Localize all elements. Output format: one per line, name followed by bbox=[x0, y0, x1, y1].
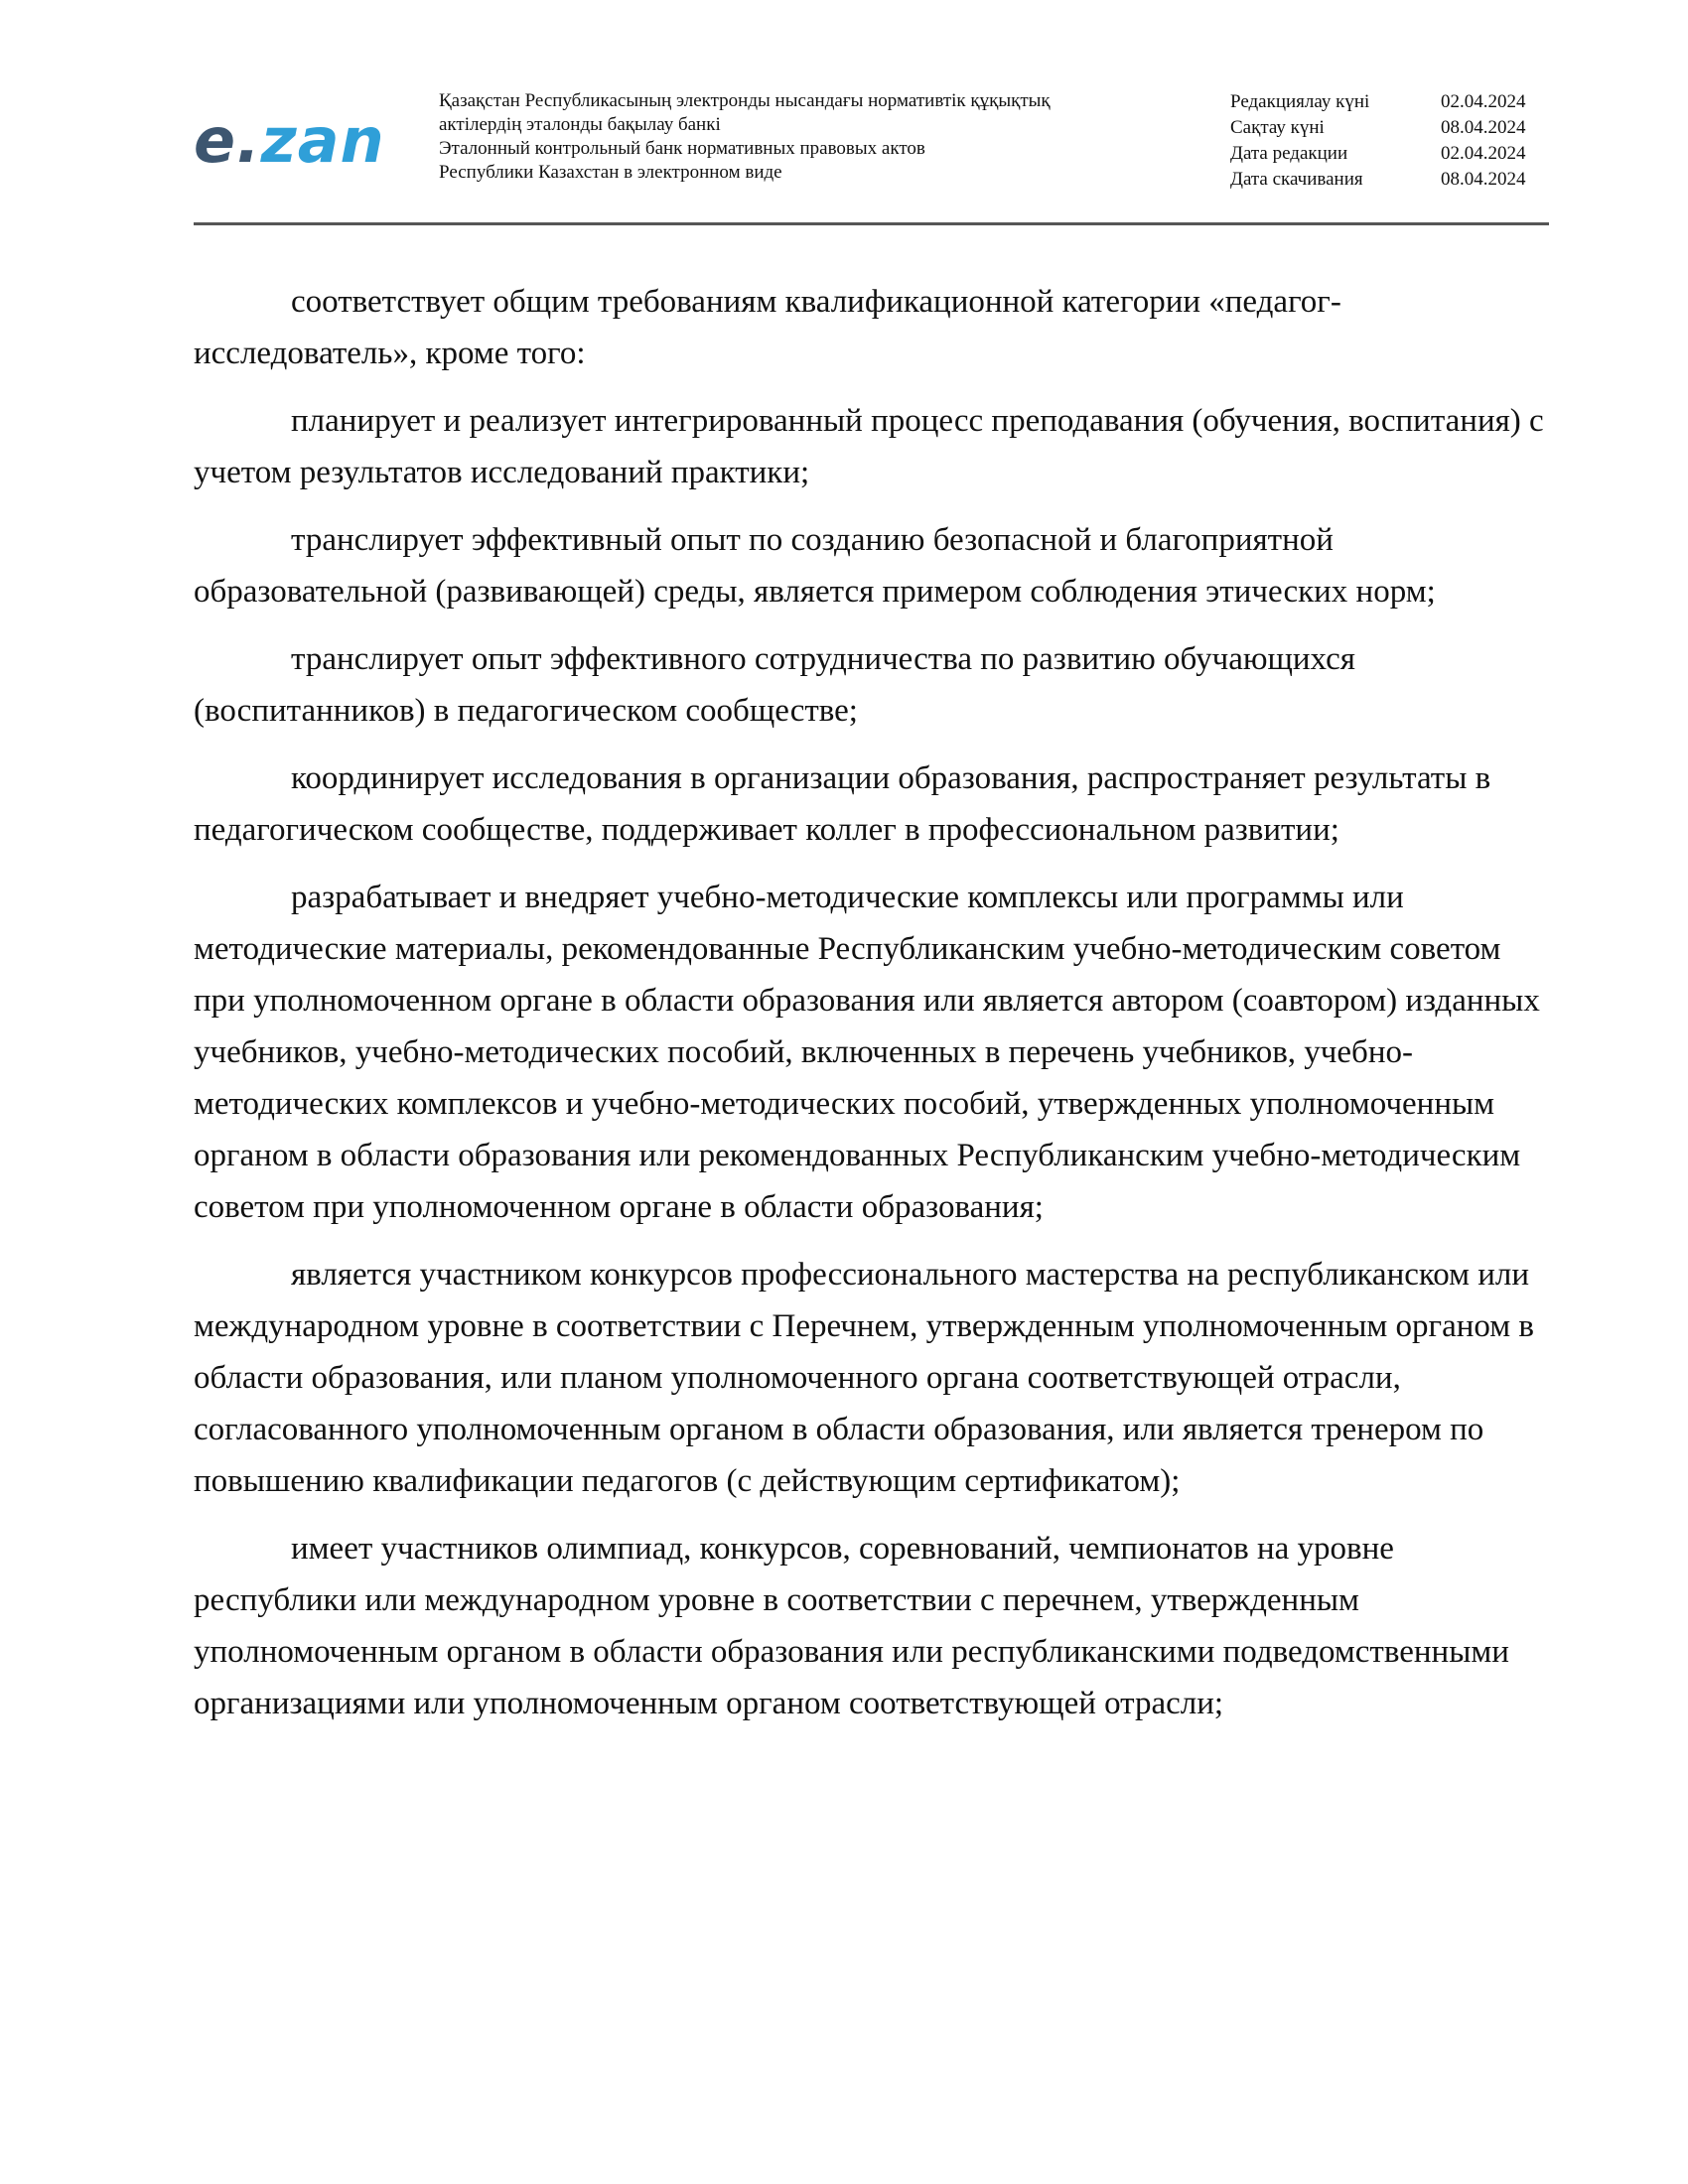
meta-row-download-date-ru bbox=[1230, 167, 1549, 193]
paragraph: соответствует общим требованиям квалификационной категории «педагог-исследователь», кроме того: bbox=[194, 284, 1341, 371]
logo-part-dot: . bbox=[236, 104, 261, 177]
meta-label: Дата редакции bbox=[1230, 143, 1348, 164]
header-meta-table bbox=[1230, 89, 1549, 193]
paragraph: разрабатывает и внедряет учебно-методические комплексы или программы или методические материалы, рекомендованные Республиканским учебно-методическим советом при уполномоченном органе в области образования или является автором (соавтором) изданных учебников, учебно-методических пособий, включенных в перечень учебников, учебно-методических комплексов и учебно-методических пособий, утвержденных уполномоченным органом в области образования или рекомендованных Республиканским учебно-методическим советом при уполномоченном органе в области образования; bbox=[194, 880, 1540, 1225]
meta-row-save-date-kz bbox=[1230, 115, 1549, 141]
logo-part-zan: zan bbox=[260, 104, 385, 177]
paragraph: имеет участников олимпиад, конкурсов, соревнований, чемпионатов на уровне республики или международном уровне в соответствии с перечнем, утвержденным уполномоченным органом в области образования или республиканскими подведомственными организациями или уполномоченным органом соответствующей отрасли; bbox=[194, 1531, 1509, 1721]
meta-row-edit-date-kz bbox=[1230, 89, 1549, 115]
meta-label: Сақтау күні bbox=[1230, 117, 1325, 138]
meta-row-edit-date-ru bbox=[1230, 141, 1549, 167]
paragraph: координирует исследования в организации образования, распространяет результаты в педагогическом сообществе, поддерживает коллег в профессиональном развитии; bbox=[194, 760, 1491, 848]
header-description bbox=[439, 89, 1154, 185]
ezan-logo bbox=[194, 101, 392, 181]
meta-label: Редакциялау күні bbox=[1230, 91, 1370, 112]
paragraph: транслирует эффективный опыт по созданию безопасной и благоприятной образовательной (развивающей) среды, является примером соблюдения этических норм; bbox=[194, 522, 1436, 610]
header-line: Эталонный контрольный банк нормативных правовых актов bbox=[439, 138, 925, 159]
meta-value: 02.04.2024 bbox=[1441, 91, 1526, 112]
paragraph: транслирует опыт эффективного сотрудничества по развитию обучающихся (воспитанников) в педагогическом сообществе; bbox=[194, 641, 1355, 729]
logo-part-e: e bbox=[194, 104, 237, 177]
header-divider bbox=[194, 222, 1549, 225]
document-body bbox=[194, 276, 1549, 1745]
meta-value: 02.04.2024 bbox=[1441, 143, 1526, 164]
meta-value: 08.04.2024 bbox=[1441, 117, 1526, 138]
meta-label: Дата скачивания bbox=[1230, 169, 1363, 190]
paragraph: является участником конкурсов профессионального мастерства на республиканском или международном уровне в соответствии с Перечнем, утвержденным уполномоченным органом в области образования, или планом уполномоченного органа соответствующей отрасли, согласованного уполномоченным органом в области образования, или является тренером по повышению квалификации педагогов (с действующим сертификатом); bbox=[194, 1257, 1534, 1499]
header-line: актілердің эталонды бақылау банкі bbox=[439, 114, 721, 135]
paragraph: планирует и реализует интегрированный процесс преподавания (обучения, воспитания) с учетом результатов исследований практики; bbox=[194, 403, 1544, 490]
header-line: Республики Казахстан в электронном виде bbox=[439, 162, 782, 183]
header-line: Қазақстан Республикасының электронды нысандағы нормативтік құқықтық bbox=[439, 90, 1051, 111]
document-header bbox=[194, 83, 1549, 222]
meta-value: 08.04.2024 bbox=[1441, 169, 1526, 190]
